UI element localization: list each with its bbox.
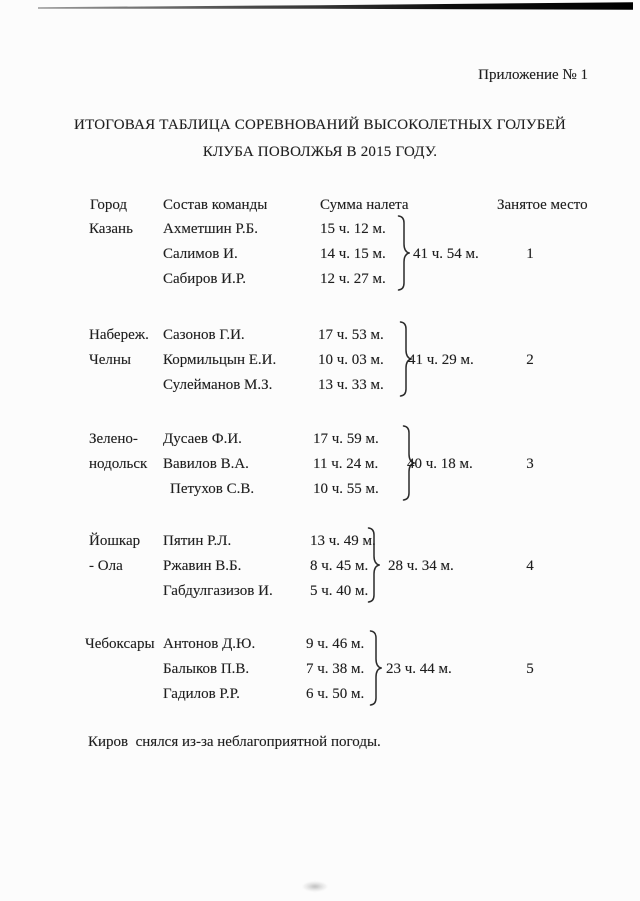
member-name: Антонов Д.Ю.	[163, 636, 256, 652]
member-name: Сазонов Г.И.	[163, 327, 245, 343]
member-flight-time: 8 ч. 45 м.	[310, 558, 369, 574]
member-flight-time: 7 ч. 38 м.	[306, 661, 365, 677]
document-title	[40, 112, 600, 166]
member-name: Габдулгазизов И.	[163, 583, 273, 599]
appendix-label: Приложение № 1	[478, 67, 588, 83]
city-name: Казань	[89, 221, 133, 237]
member-name: Петухов С.В.	[170, 481, 255, 497]
member-name: Балыков П.В.	[163, 661, 250, 677]
title-line-1: ИТОГОВАЯ ТАБЛИЦА СОРЕВНОВАНИЙ ВЫСОКОЛЕТНЫХ ГОЛУБЕЙ	[74, 117, 566, 133]
group-place: 3	[526, 456, 534, 472]
result-group-cheboksary	[0, 632, 640, 714]
result-group-zelenodolsk	[0, 427, 640, 509]
result-group-nab-chelny	[0, 323, 640, 405]
result-group-kazan	[0, 217, 640, 299]
result-group-yoshkar-ola	[0, 529, 640, 611]
group-place: 5	[526, 661, 534, 677]
member-name: Вавилов В.А.	[163, 456, 249, 472]
group-total-time: 28 ч. 34 м.	[388, 558, 454, 574]
brace-icon	[367, 527, 380, 603]
member-flight-time: 13 ч. 49 м.	[310, 533, 376, 549]
member-flight-time: 14 ч. 15 м.	[320, 246, 386, 262]
member-flight-time: 9 ч. 46 м.	[306, 636, 365, 652]
member-name: Ржавин В.Б.	[163, 558, 242, 574]
member-name: Кормильцын Е.И.	[163, 352, 277, 368]
member-name: Пятин Р.Л.	[163, 533, 232, 549]
member-flight-time: 13 ч. 33 м.	[318, 377, 384, 393]
footnote: Киров снялся из-за неблагоприятной погоды.	[88, 734, 381, 750]
member-name: Сулейманов М.З.	[163, 377, 273, 393]
city-name: нодольск	[89, 456, 148, 472]
brace-icon	[369, 630, 382, 706]
title-line-2: КЛУБА ПОВОЛЖЬЯ В 2015 ГОДУ.	[202, 144, 438, 160]
group-total-time: 40 ч. 18 м.	[407, 456, 473, 472]
group-place: 1	[526, 246, 534, 262]
brace-icon	[397, 215, 410, 291]
column-header-place: Занятое место	[497, 197, 588, 213]
member-name: Салимов И.	[163, 246, 238, 262]
city-name: Челны	[89, 352, 131, 368]
city-name: - Ола	[89, 558, 123, 574]
member-flight-time: 11 ч. 24 м.	[313, 456, 379, 472]
member-flight-time: 17 ч. 59 м.	[313, 431, 379, 447]
member-flight-time: 10 ч. 03 м.	[318, 352, 384, 368]
member-flight-time: 5 ч. 40 м.	[310, 583, 369, 599]
city-name: Йошкар	[89, 533, 141, 549]
member-flight-time: 10 ч. 55 м.	[313, 481, 379, 497]
group-total-time: 41 ч. 29 м.	[408, 352, 474, 368]
column-header-city: Город	[90, 197, 128, 213]
member-flight-time: 17 ч. 53 м.	[318, 327, 384, 343]
city-name: Набереж.	[89, 327, 149, 343]
scan-smudge	[302, 881, 328, 892]
group-total-time: 23 ч. 44 м.	[386, 661, 452, 677]
group-total-time: 41 ч. 54 м.	[413, 246, 479, 262]
city-name: Зелено-	[89, 431, 138, 447]
member-flight-time: 12 ч. 27 м.	[320, 271, 386, 287]
group-place: 4	[526, 558, 534, 574]
member-flight-time: 15 ч. 12 м.	[320, 221, 386, 237]
city-name: Чебоксары	[85, 636, 155, 652]
column-header-flight-sum: Сумма налета	[320, 197, 409, 213]
member-name: Гадилов Р.Р.	[163, 686, 240, 702]
member-name: Дусаев Ф.И.	[163, 431, 242, 447]
group-place: 2	[526, 352, 534, 368]
column-header-team: Состав команды	[163, 197, 268, 213]
member-name: Сабиров И.Р.	[163, 271, 246, 287]
member-name: Ахметшин Р.Б.	[163, 221, 258, 237]
member-flight-time: 6 ч. 50 м.	[306, 686, 365, 702]
scan-artifact-line	[0, 0, 640, 14]
